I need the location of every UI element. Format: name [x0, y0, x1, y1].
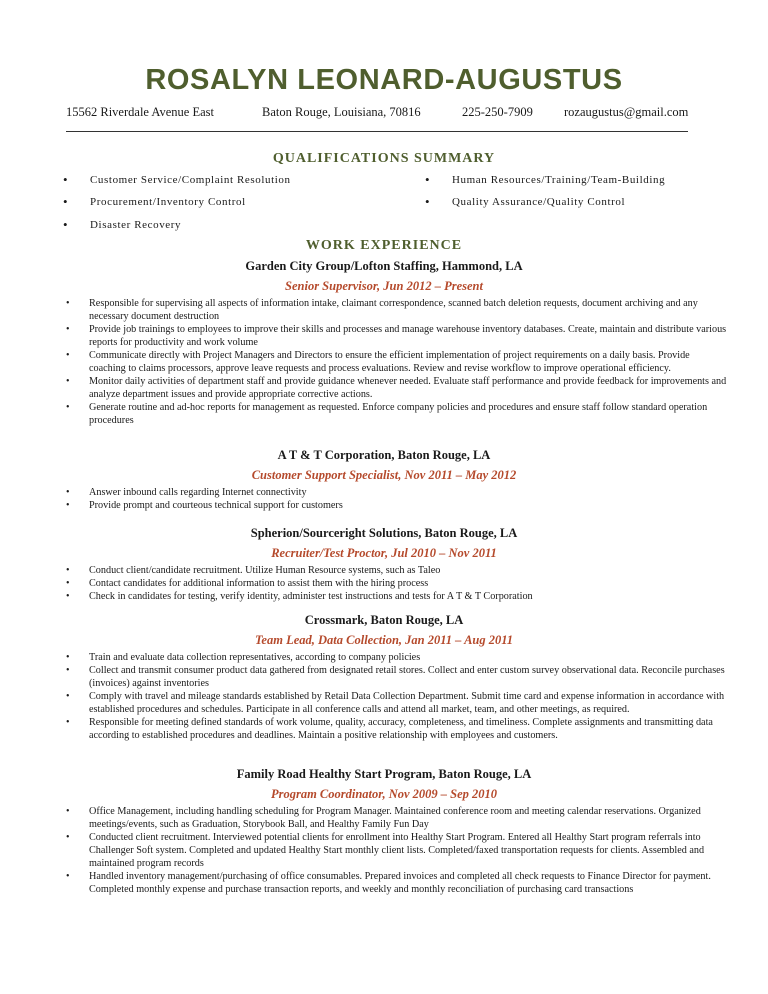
- duty-item: • Check in candidates for testing, verify identity, administer test instructions and tests for A T & T Corporation: [66, 591, 533, 602]
- bullet-icon: •: [425, 194, 431, 209]
- duty-item: • Train and evaluate data collection representatives, according to company policies: [66, 652, 421, 663]
- duty-item: • Monitor daily activities of department staff and provide guidance whenever needed. Evaluate staff performance and provide feedback for improvements and analyze department issues and provide appropriate corrective actions.: [66, 376, 727, 400]
- duty-item: • Responsible for meeting defined standards of work volume, quality, accuracy, completeness, and timeliness. Complete assignments and transmitting data according to established procedures and deadlines. Maintain a positive relationship with employees and customers.: [66, 717, 713, 741]
- bullet-icon: •: [66, 806, 70, 817]
- bullet-icon: •: [66, 832, 70, 843]
- phone: 225-250-7909: [462, 105, 533, 119]
- bullet-icon: •: [66, 665, 70, 676]
- company-name: Garden City Group/Lofton Staffing, Hammond, LA: [245, 259, 523, 273]
- bullet-icon: •: [66, 298, 70, 309]
- duty-list: [0, 651, 768, 742]
- duty-list: [0, 297, 768, 427]
- job-entry: [0, 766, 768, 896]
- job-title: Team Lead, Data Collection, Jan 2011 – Aug 2011: [254, 633, 514, 647]
- candidate-name: ROSALYN LEONARD-AUGUSTUS: [145, 64, 623, 96]
- duty-list: [0, 486, 768, 512]
- duty-item: • Conducted client recruitment. Interviewed potential clients for enrollment into Healthy Start Program. Entered all Healthy Start program referrals into Challenger Soft system. Completed and updated Healthy Start monthly client lists. Completed/faxed transportation requests for clients. Assembled and maintained program records: [66, 832, 705, 869]
- qualification-item: • Disaster Recovery: [63, 217, 182, 232]
- job-entry: [0, 612, 768, 742]
- duty-item: • Contact candidates for additional information to assist them with the hiring process: [66, 578, 429, 589]
- bullet-icon: •: [66, 591, 70, 602]
- bullet-icon: •: [66, 376, 70, 387]
- job-entry: [0, 447, 768, 512]
- duty-item: • Comply with travel and mileage standards established by Retail Data Collection Department. Submit time card and expense information in accordance with established procedures and schedules. Participate in all conference calls and attend all market, team, and other meetings, as required.: [66, 691, 725, 715]
- bullet-icon: •: [66, 652, 70, 663]
- qualification-item: • Quality Assurance/Quality Control: [425, 194, 626, 209]
- email: rozaugustus@gmail.com: [564, 105, 689, 119]
- job-entry: [0, 525, 768, 603]
- duty-item: • Provide prompt and courteous technical support for customers: [66, 500, 343, 511]
- company-name: A T & T Corporation, Baton Rouge, LA: [277, 448, 491, 462]
- bullet-icon: •: [66, 565, 70, 576]
- bullet-icon: •: [66, 871, 70, 882]
- duty-item: • Office Management, including handling scheduling for Program Manager. Maintained conference room and meeting calendar reservations. Organized meetings/events, such as Graduation, Storybook Ball, and Healthy Family Fun Day: [66, 806, 701, 830]
- address: 15562 Riverdale Avenue East: [66, 105, 214, 119]
- bullet-icon: •: [66, 500, 70, 511]
- bullet-icon: •: [66, 717, 70, 728]
- company-name: Family Road Healthy Start Program, Baton Rouge, LA: [236, 767, 532, 781]
- city-state-zip: Baton Rouge, Louisiana, 70816: [262, 105, 421, 119]
- qualification-item: • Procurement/Inventory Control: [63, 194, 246, 209]
- bullet-icon: •: [66, 487, 70, 498]
- bullet-icon: •: [63, 194, 69, 209]
- bullet-icon: •: [66, 350, 70, 361]
- qualification-item: • Customer Service/Complaint Resolution: [63, 172, 291, 187]
- job-title: Program Coordinator, Nov 2009 – Sep 2010: [270, 787, 498, 801]
- qualifications-heading: QUALIFICATIONS SUMMARY: [272, 151, 496, 166]
- bullet-icon: •: [425, 172, 431, 187]
- duty-item: • Handled inventory management/purchasing of office consumables. Prepared invoices and completed all check requests to Finance Director for payment. Completed monthly expense and purchase transaction reports, and weekly and monthly reconciliation of purchasing card transactions: [66, 871, 711, 895]
- duty-item: • Provide job trainings to employees to improve their skills and processes and manage warehouse inventory databases. Create, maintain and distribute various reports for productivity and work volume: [66, 324, 727, 348]
- bullet-icon: •: [63, 172, 69, 187]
- work-experience-heading: WORK EXPERIENCE: [305, 238, 463, 253]
- company-name: Crossmark, Baton Rouge, LA: [304, 613, 464, 627]
- duty-item: • Collect and transmit consumer product data gathered from designated retail stores. Collect and enter custom survey observational data. Reconcile purchases (invoices) against inventories: [66, 665, 725, 689]
- header-divider: [66, 131, 688, 132]
- job-entry: [0, 258, 768, 427]
- company-name: Spherion/Sourceright Solutions, Baton Rouge, LA: [250, 526, 518, 540]
- bullet-icon: •: [66, 691, 70, 702]
- duty-item: • Conduct client/candidate recruitment. Utilize Human Resource systems, such as Taleo: [66, 565, 441, 576]
- bullet-icon: •: [66, 324, 70, 335]
- job-title: Recruiter/Test Proctor, Jul 2010 – Nov 2011: [271, 546, 497, 560]
- duty-item: • Answer inbound calls regarding Internet connectivity: [66, 487, 307, 498]
- bullet-icon: •: [66, 402, 70, 413]
- duty-item: • Responsible for supervising all aspects of information intake, claimant correspondence, scanned batch deletion requests, document archiving and any necessary document destruction: [66, 298, 698, 322]
- duty-item: • Communicate directly with Project Managers and Directors to ensure the efficient implementation of project requirements on a daily basis. Provide coaching to claims processors, approve leave requests and process evaluations. Review and revise workflow to improve operational efficiency.: [66, 350, 690, 374]
- bullet-icon: •: [63, 217, 69, 232]
- job-title: Senior Supervisor, Jun 2012 – Present: [285, 279, 483, 293]
- qualification-item: • Human Resources/Training/Team-Building: [425, 172, 666, 187]
- job-title: Customer Support Specialist, Nov 2011 – May 2012: [251, 468, 517, 482]
- contact-line: [66, 104, 706, 120]
- duty-list: [0, 805, 768, 896]
- duty-item: • Generate routine and ad-hoc reports for management as requested. Enforce company policies and procedures and ensure staff follow standard operation procedures: [66, 402, 708, 426]
- bullet-icon: •: [66, 578, 70, 589]
- duty-list: [0, 564, 768, 603]
